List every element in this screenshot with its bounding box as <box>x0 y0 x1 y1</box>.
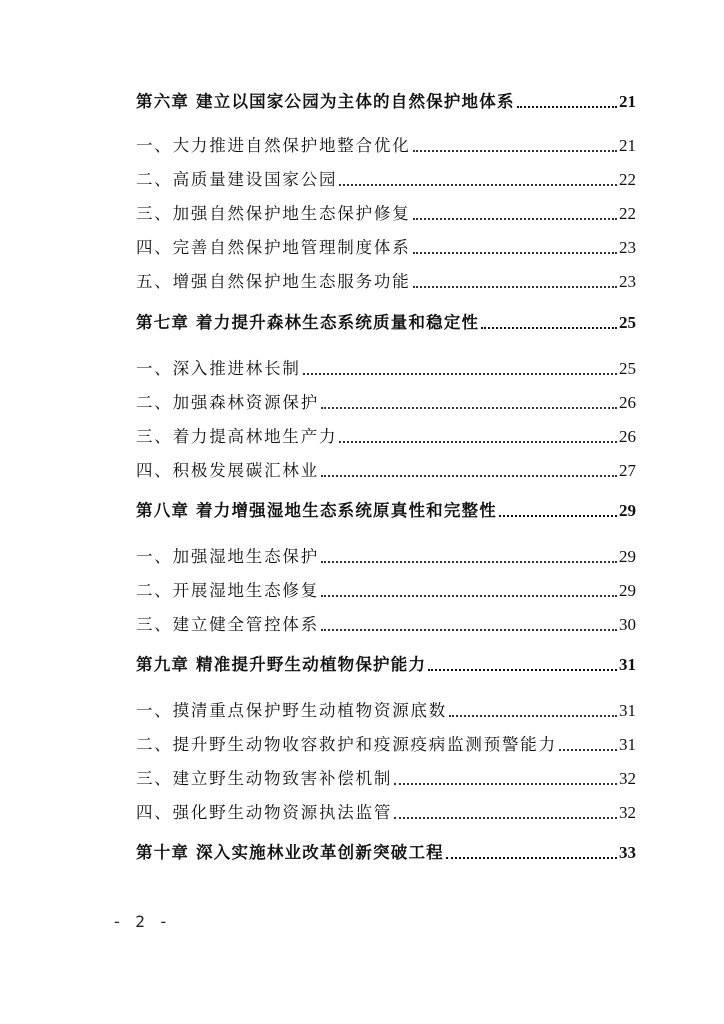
dot-leader <box>481 327 617 329</box>
toc-entry-title: 一、摸清重点保护野生动植物资源底数 <box>136 701 448 720</box>
toc-entry-page-number: 21 <box>619 92 636 111</box>
dot-leader <box>413 252 618 254</box>
toc-chapter-entry[interactable] <box>136 497 636 521</box>
toc-entry-title: 一、大力推进自然保护地整合优化 <box>136 136 411 155</box>
toc-entry-title: 二、高质量建设国家公园 <box>136 170 338 189</box>
page-number: - 2 - <box>112 912 171 931</box>
toc-section-entry[interactable] <box>136 234 636 258</box>
toc-section-entry[interactable] <box>136 389 636 413</box>
toc-chapter-entry[interactable] <box>136 88 636 112</box>
dot-leader <box>559 749 617 751</box>
toc-section-entry[interactable] <box>136 355 636 379</box>
toc-section-entry[interactable] <box>136 611 636 635</box>
toc-section-entry[interactable] <box>136 799 636 823</box>
toc-entry-title: 三、建立健全管控体系 <box>136 615 319 634</box>
toc-entry-page-number: 29 <box>619 581 636 600</box>
toc-entry-page-number: 30 <box>619 615 636 634</box>
dot-leader <box>321 407 617 409</box>
toc-entry-page-number: 27 <box>619 461 636 480</box>
toc-entry-title: 四、强化野生动物资源执法监管 <box>136 803 393 822</box>
dot-leader <box>446 857 617 859</box>
toc-entry-page-number: 26 <box>619 427 636 446</box>
toc-entry-page-number: 31 <box>619 701 636 720</box>
toc-entry-title: 第八章 着力增强湿地生态系统原真性和完整性 <box>136 501 497 520</box>
toc-entry-title: 一、深入推进林长制 <box>136 359 301 378</box>
toc-entry-page-number: 32 <box>619 803 636 822</box>
toc-entry-page-number: 29 <box>619 547 636 566</box>
toc-section-entry[interactable] <box>136 577 636 601</box>
toc-entry-page-number: 22 <box>619 170 636 189</box>
toc-entry-title: 三、建立野生动物致害补偿机制 <box>136 769 393 788</box>
toc-section-entry[interactable] <box>136 457 636 481</box>
dot-leader <box>449 715 617 717</box>
dot-leader <box>517 106 617 108</box>
toc-entry-page-number: 26 <box>619 393 636 412</box>
toc-section-entry[interactable] <box>136 166 636 190</box>
toc-entry-title: 三、加强自然保护地生态保护修复 <box>136 204 411 223</box>
toc-entry-page-number: 23 <box>619 238 636 257</box>
dot-leader <box>428 669 617 671</box>
dot-leader <box>394 817 617 819</box>
toc-entry-page-number: 25 <box>619 313 636 332</box>
toc-chapter-entry[interactable] <box>136 839 636 863</box>
toc-section-entry[interactable] <box>136 132 636 156</box>
toc-section-entry[interactable] <box>136 423 636 447</box>
toc-chapter-entry[interactable] <box>136 309 636 333</box>
toc-chapter-entry[interactable] <box>136 651 636 675</box>
toc-entry-page-number: 23 <box>619 272 636 291</box>
dot-leader <box>339 441 617 443</box>
dot-leader <box>413 218 618 220</box>
dot-leader <box>321 475 617 477</box>
toc-entry-title: 四、积极发展碳汇林业 <box>136 461 319 480</box>
toc-entry-title: 三、着力提高林地生产力 <box>136 427 338 446</box>
dot-leader <box>413 286 618 288</box>
toc-section-entry[interactable] <box>136 765 636 789</box>
toc-entry-page-number: 29 <box>619 501 636 520</box>
dot-leader <box>413 150 618 152</box>
toc-entry-title: 第十章 深入实施林业改革创新突破工程 <box>136 843 444 862</box>
toc-entry-page-number: 33 <box>619 843 636 862</box>
toc-section-entry[interactable] <box>136 543 636 567</box>
toc-entry-title: 第六章 建立以国家公园为主体的自然保护地体系 <box>136 92 515 111</box>
toc-entry-page-number: 32 <box>619 769 636 788</box>
toc-entry-page-number: 21 <box>619 136 636 155</box>
toc-entry-page-number: 31 <box>619 655 636 674</box>
dot-leader <box>303 373 617 375</box>
toc-section-entry[interactable] <box>136 731 636 755</box>
toc-entry-title: 第九章 精准提升野生动植物保护能力 <box>136 655 427 674</box>
toc-section-entry[interactable] <box>136 268 636 292</box>
dot-leader <box>499 515 617 517</box>
toc-entry-page-number: 31 <box>619 735 636 754</box>
toc-entry-title: 二、提升野生动物收容救护和疫源疫病监测预警能力 <box>136 735 557 754</box>
toc-section-entry[interactable] <box>136 697 636 721</box>
toc-entry-page-number: 22 <box>619 204 636 223</box>
toc-entry-page-number: 25 <box>619 359 636 378</box>
dot-leader <box>321 595 617 597</box>
toc-entry-title: 一、加强湿地生态保护 <box>136 547 319 566</box>
dot-leader <box>339 184 617 186</box>
toc-section-entry[interactable] <box>136 200 636 224</box>
toc-entry-title: 四、完善自然保护地管理制度体系 <box>136 238 411 257</box>
toc-entry-title: 二、加强森林资源保护 <box>136 393 319 412</box>
dot-leader <box>394 783 617 785</box>
toc-entry-title: 二、开展湿地生态修复 <box>136 581 319 600</box>
dot-leader <box>321 561 617 563</box>
toc-entry-title: 五、增强自然保护地生态服务功能 <box>136 272 411 291</box>
dot-leader <box>321 629 617 631</box>
toc-entry-title: 第七章 着力提升森林生态系统质量和稳定性 <box>136 313 480 332</box>
